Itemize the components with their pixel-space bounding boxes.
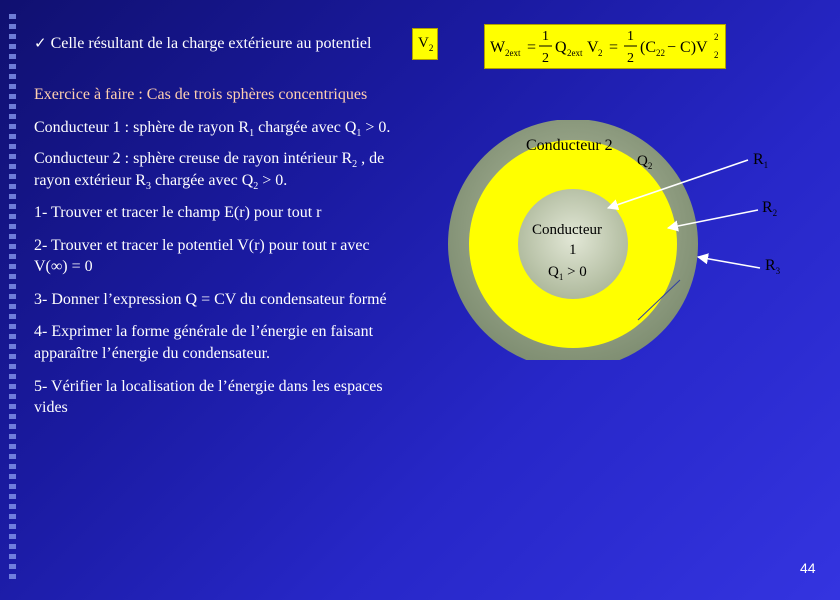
formula-eq2: = [609,39,619,56]
formula-frac1-num: 1 [542,29,549,44]
task-5-line1: 5- Vérifier la localisation de l’énergie dans les espaces [34,378,383,395]
task-2-line2: V(∞) = 0 [34,258,93,275]
formula-v: V [587,39,599,56]
v2-box [412,28,438,60]
exercise-title: Exercice à faire : Cas de trois sphères concentriques [34,86,368,103]
formula-rest-sup: 2 [714,32,719,42]
v2-sub: 2 [428,43,434,53]
conducteur2-description-line1: Conducteur 2 : sphère creuse de rayon intérieur $R_2$ , de [34,150,385,171]
conducteur2-description-line2: rayon extérieur $R_3$ chargée avec $Q_2 > 0$. [34,172,288,193]
decorative-dot-border [9,14,16,584]
task-4-line1: 4- Exprimer la forme générale de l’énergie en faisant [34,323,374,340]
formula-lhs-sub: 2ext [505,48,521,58]
page-number: 44 [800,560,816,576]
task-3: 3- Donner l’expression Q = CV du condensateur formé [34,291,387,308]
r3-label: $R_3$ [765,257,781,276]
formula-frac2-den: 2 [627,51,634,66]
formula-rest: − C)V [667,39,708,56]
arrow-r3 [698,257,760,268]
q2-label: $Q_2$ [637,153,653,171]
concentric-spheres-diagram [440,120,800,360]
formula-q-sub: 2ext [567,48,583,58]
task-1: 1- Trouver et tracer le champ E(r) pour tout r [34,204,322,221]
energy-formula-box [484,24,726,69]
v2-label: V [418,35,429,51]
r1-label: $R_1$ [753,151,769,170]
formula-lhs: W [490,39,506,56]
q1-label: $Q_1 > 0$ [548,264,587,282]
task-2-line1: 2- Trouver et tracer le potentiel V(r) pour tout r avec [34,237,370,254]
formula-frac1-den: 2 [542,51,549,66]
conducteur1-label-line2: 1 [569,242,577,258]
formula-v-sub: 2 [598,48,603,58]
checkmark-icon: ✓ [34,34,47,52]
conducteur1-label-line1: Conducteur [532,222,602,238]
conducteur2-label: Conducteur 2 [526,137,613,154]
formula-rest-sub: 2 [714,50,719,60]
formula-q: Q [555,39,567,56]
formula-eq1: = [527,39,537,56]
formula-paren: (C [640,39,656,56]
formula-paren-sub: 22 [656,48,665,58]
task-5-line2: vides [34,399,68,416]
conducteur1-description: Conducteur 1 : sphère de rayon $R_1$ chargée avec $Q_1 > 0$. [34,119,391,140]
energy-formula [485,25,725,68]
task-4-line2: apparaître l’énergie du condensateur. [34,345,271,362]
title-text: Celle résultant de la charge extérieure au potentiel [50,35,372,52]
formula-frac2-num: 1 [627,29,634,44]
title-line [34,33,371,54]
r2-label: $R_2$ [762,199,778,218]
